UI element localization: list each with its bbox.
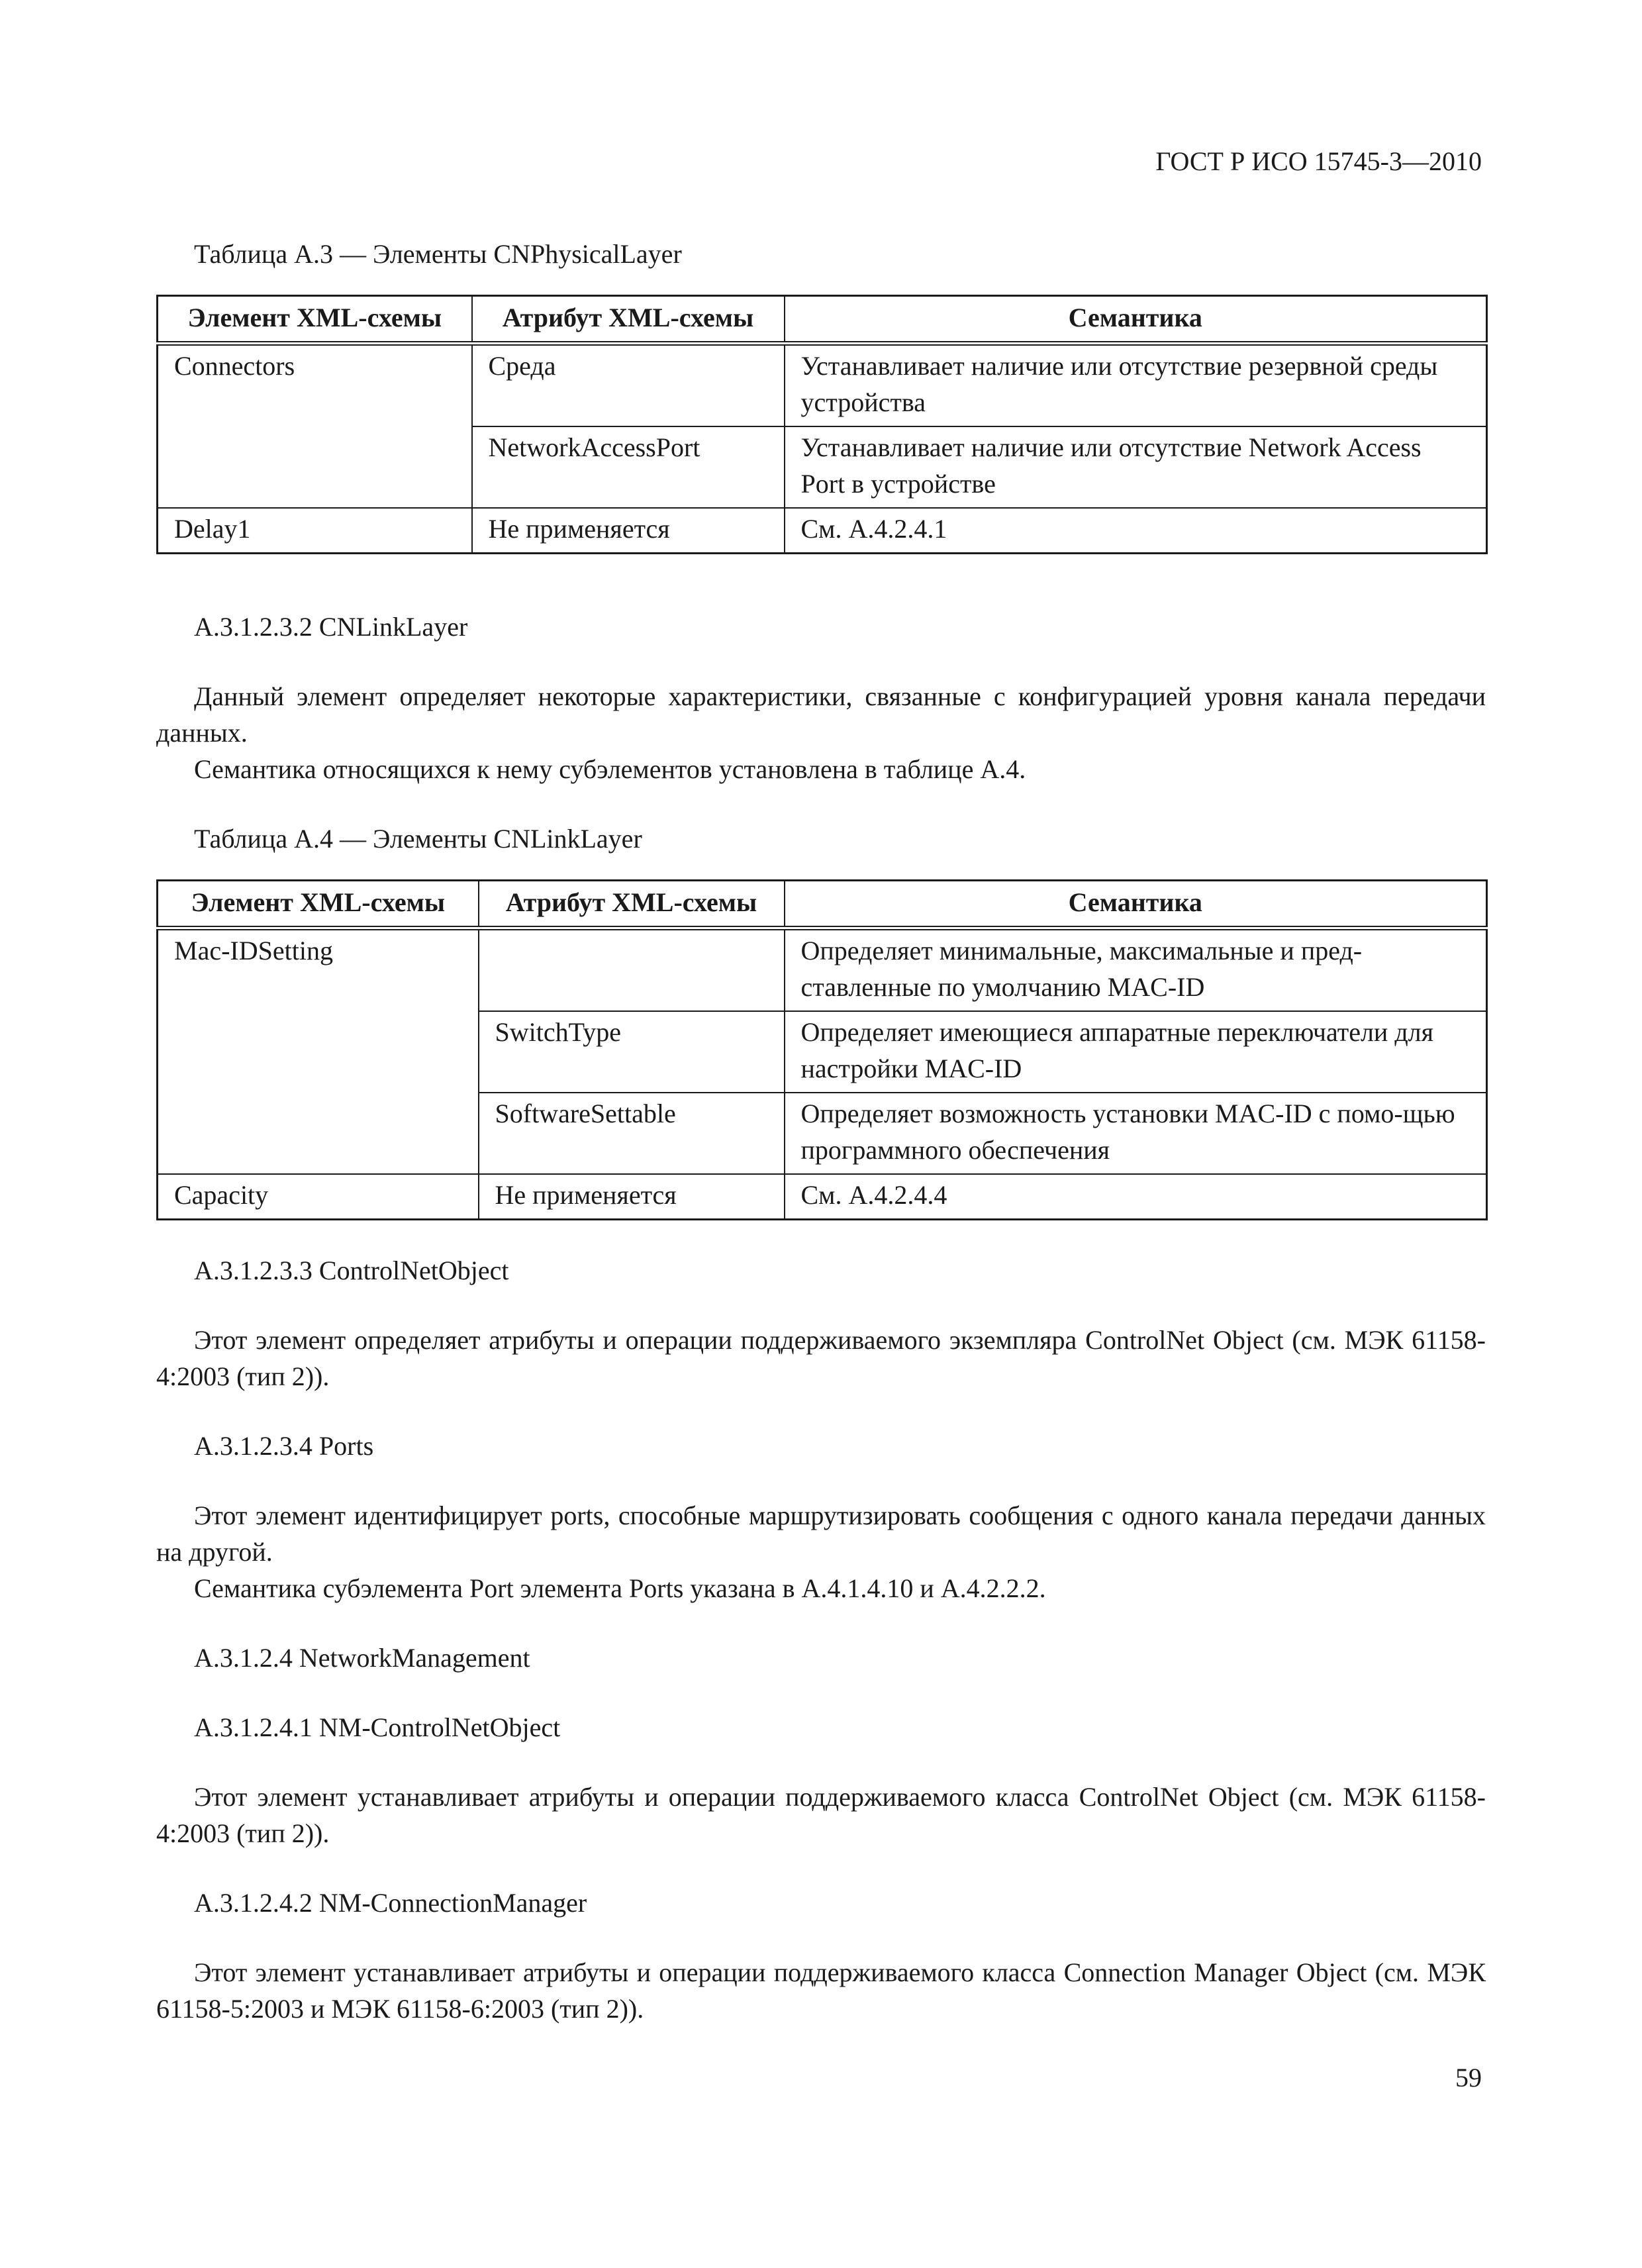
cell-element: Capacity — [158, 1174, 479, 1220]
section-heading: A.3.1.2.4.2 NM-ConnectionManager — [194, 1888, 587, 1918]
cell-attribute: Не применяется — [479, 1174, 785, 1220]
table-header-row — [158, 881, 1487, 928]
cell-semantics: Определяет возможность установки MAC-ID с помо-щью программного обеспечения — [785, 1093, 1487, 1174]
column-header-attribute: Атрибут XML-схемы — [479, 881, 785, 928]
section-heading: A.3.1.2.3.3 ControlNetObject — [194, 1256, 509, 1285]
page-header: ГОСТ Р ИСО 15745-3—2010 — [1155, 146, 1482, 176]
table-a3-caption: Таблица А.3 — Элементы CNPhysicalLayer — [194, 239, 682, 269]
cell-attribute — [479, 928, 785, 1012]
table-row — [158, 508, 1487, 554]
section-heading: A.3.1.2.3.2 CNLinkLayer — [194, 612, 468, 642]
cell-element: Mac-IDSetting — [158, 928, 479, 1175]
column-header-attribute: Атрибут XML-схемы — [472, 296, 785, 344]
cell-semantics: См. А.4.2.4.1 — [785, 508, 1487, 554]
cell-semantics: Определяет имеющиеся аппаратные переключатели для настройки MAC-ID — [785, 1011, 1487, 1093]
cell-semantics: См. А.4.2.4.4 — [785, 1174, 1487, 1220]
cell-attribute: Не применяется — [472, 508, 785, 554]
cell-attribute: Среда — [472, 344, 785, 427]
table-row — [158, 928, 1487, 1012]
cell-element: Connectors — [158, 344, 472, 509]
column-header-semantics: Семантика — [785, 881, 1487, 928]
column-header-element: Элемент XML-схемы — [158, 296, 472, 344]
cell-attribute: NetworkAccessPort — [472, 426, 785, 508]
cell-semantics: Устанавливает наличие или отсутствие резервной среды устройства — [785, 344, 1487, 427]
column-header-element: Элемент XML-схемы — [158, 881, 479, 928]
column-header-semantics: Семантика — [785, 296, 1487, 344]
table-a4 — [156, 879, 1488, 1220]
section-heading: A.3.1.2.4.1 NM-ControlNetObject — [194, 1712, 561, 1742]
paragraph: Семантика субэлемента Port элемента Ports указана в А.4.1.4.10 и А.4.2.2.2. — [194, 1573, 1046, 1603]
table-header-row — [158, 296, 1487, 344]
section-heading: A.3.1.2.3.4 Ports — [194, 1431, 374, 1461]
table-row — [158, 1174, 1487, 1220]
table-a3 — [156, 295, 1488, 554]
table-a4-caption: Таблица А.4 — Элементы CNLinkLayer — [194, 824, 642, 854]
page-content — [156, 236, 1486, 2027]
paragraph: Этот элемент идентифицирует ports, способные маршрутизировать сообщения с одного канала передачи данных на другой. — [156, 1501, 1486, 1567]
cell-attribute: SwitchType — [479, 1011, 785, 1093]
cell-semantics: Устанавливает наличие или отсутствие Network Access Port в устройстве — [785, 426, 1487, 508]
cell-attribute: SoftwareSettable — [479, 1093, 785, 1174]
cell-semantics: Определяет минимальные, максимальные и пред-ставленные по умолчанию MAC-ID — [785, 928, 1487, 1012]
paragraph: Данный элемент определяет некоторые характеристики, связанные с конфигурацией уровня канала передачи данных. — [156, 681, 1486, 748]
page-number: 59 — [1455, 2063, 1482, 2093]
paragraph: Этот элемент устанавливает атрибуты и операции поддерживаемого класса Connection Manager Object (см. МЭК 61158-5:2003 и МЭК 61158-6:2003 (тип 2)). — [156, 1957, 1486, 2024]
paragraph: Этот элемент устанавливает атрибуты и операции поддерживаемого класса ControlNet Object (см. МЭК 61158-4:2003 (тип 2)). — [156, 1782, 1486, 1848]
table-row — [158, 344, 1487, 427]
section-heading: A.3.1.2.4 NetworkManagement — [194, 1643, 530, 1673]
cell-element: Delay1 — [158, 508, 472, 554]
paragraph: Семантика относящихся к нему субэлементов установлена в таблице А.4. — [194, 754, 1026, 784]
paragraph: Этот элемент определяет атрибуты и операции поддерживаемого экземпляра ControlNet Object (см. МЭК 61158-4:2003 (тип 2)). — [156, 1325, 1486, 1391]
